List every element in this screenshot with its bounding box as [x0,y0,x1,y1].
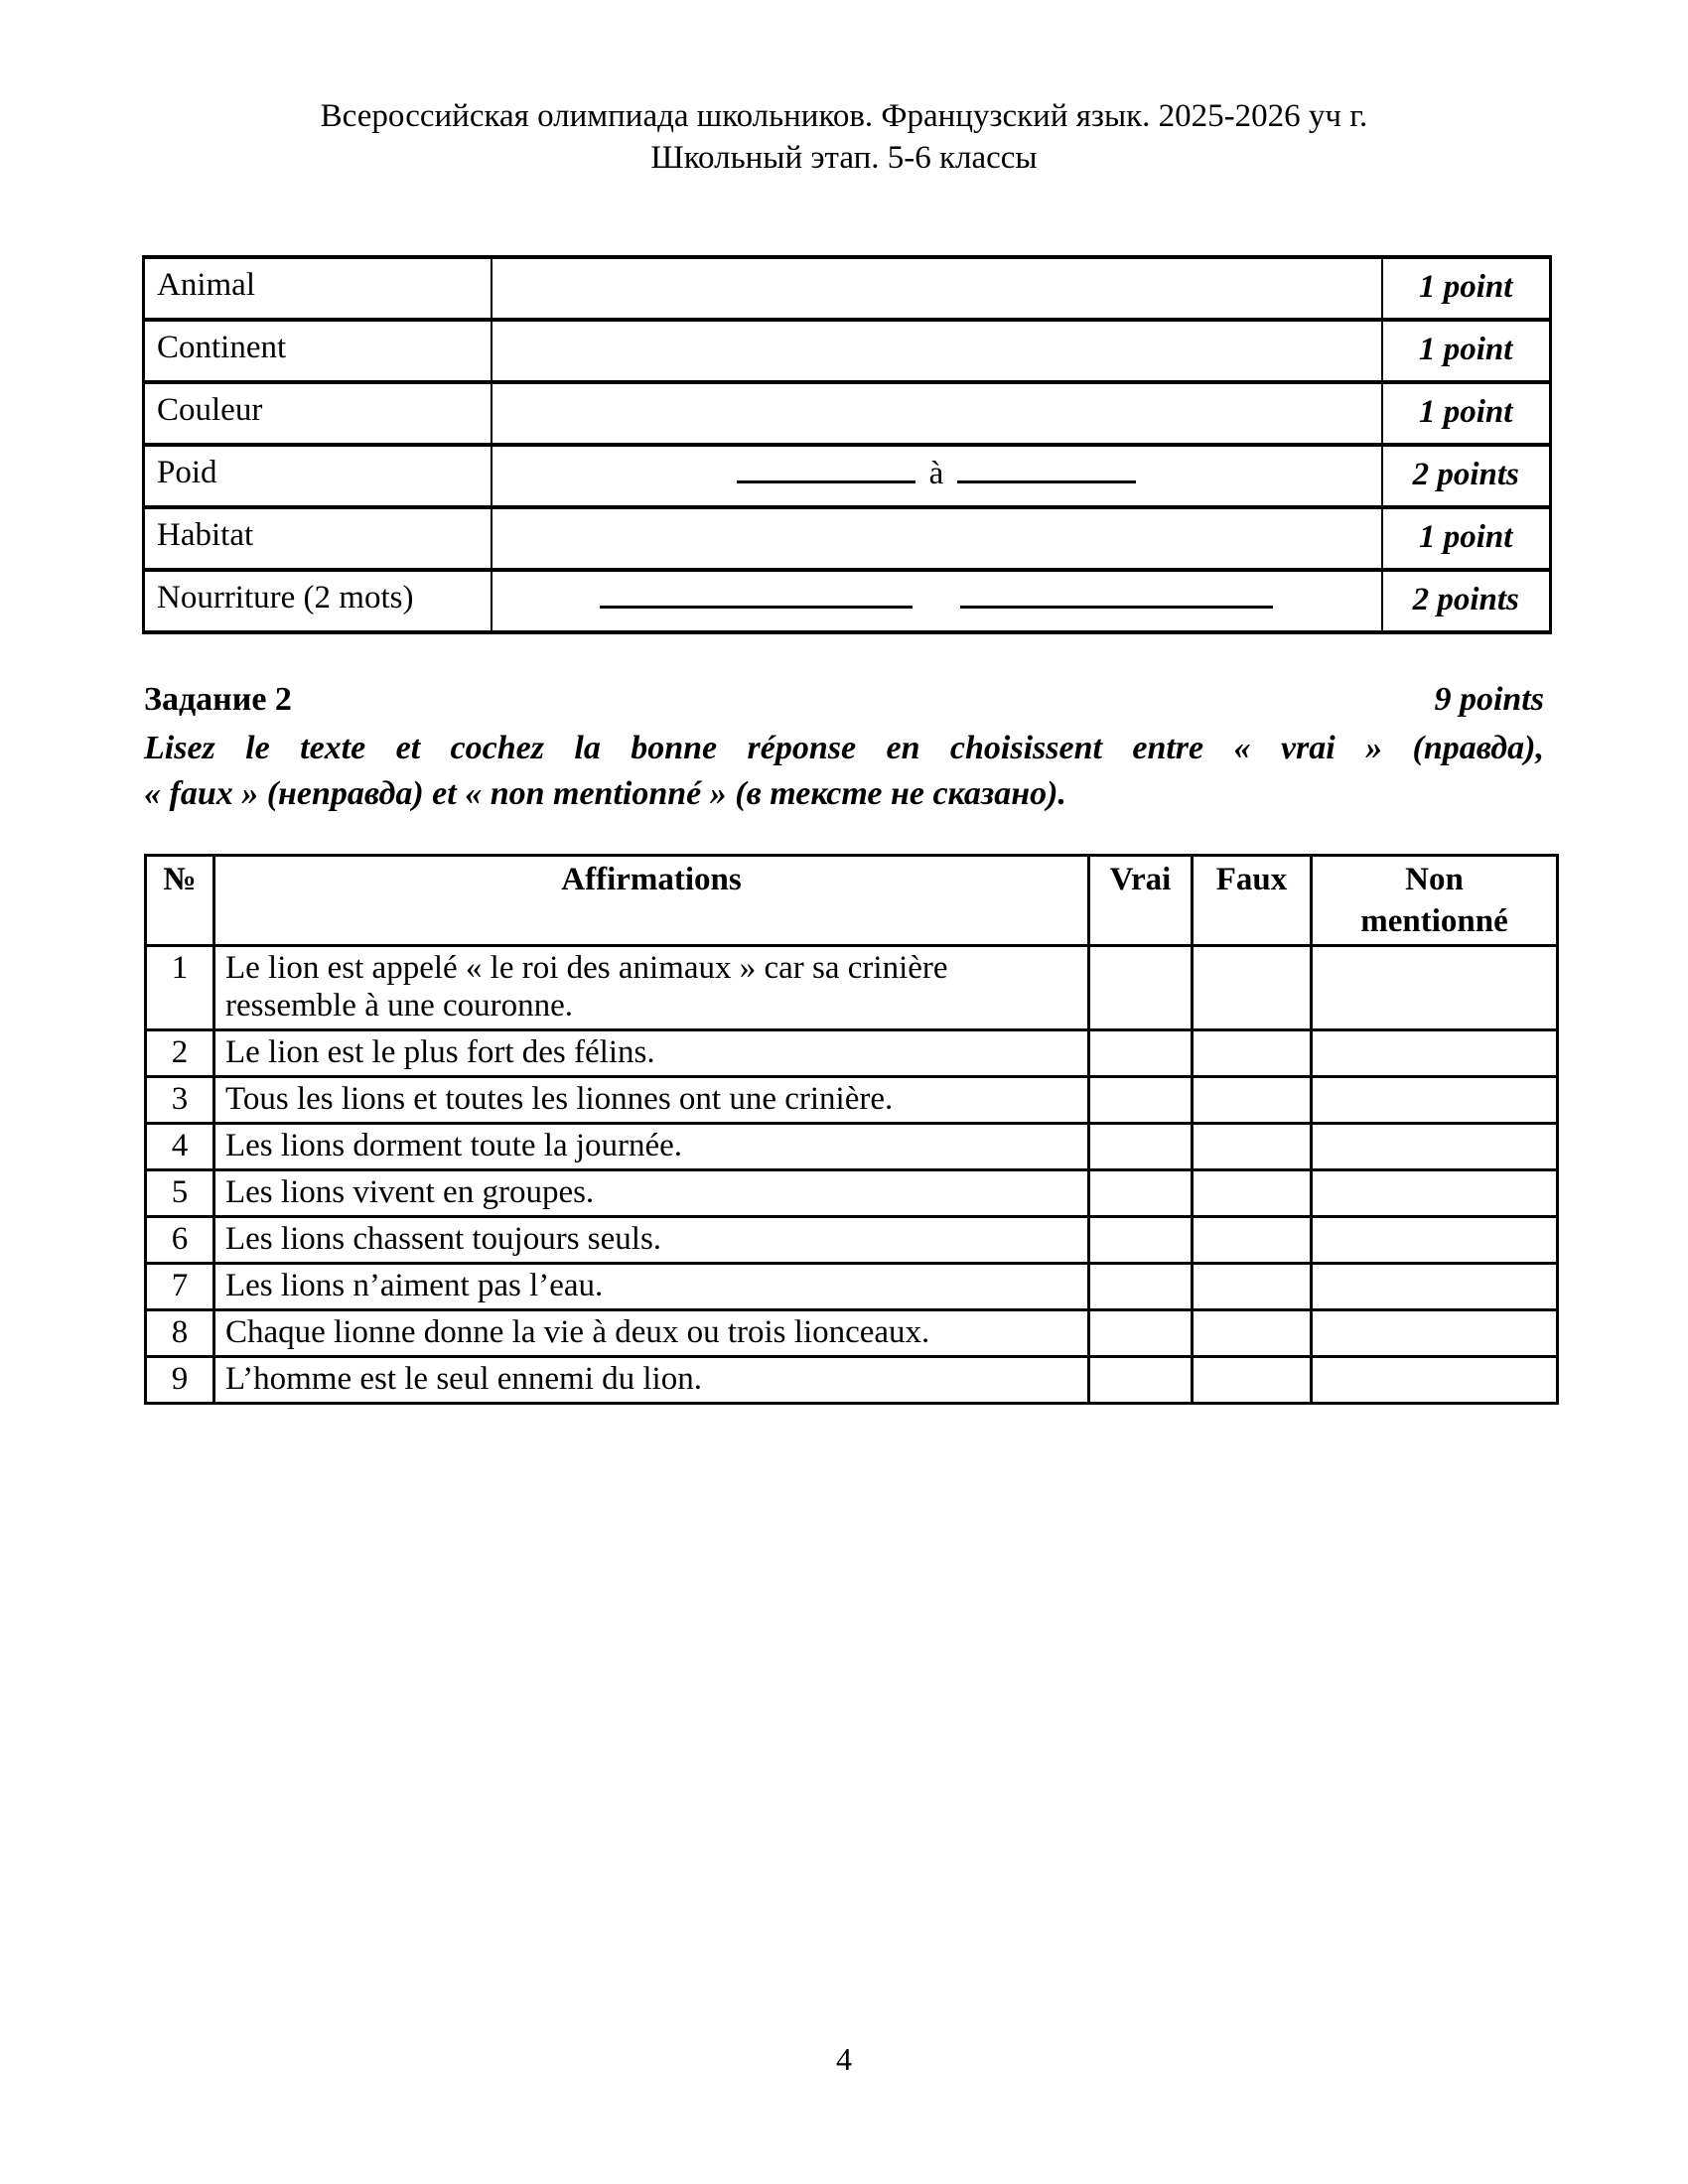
answer-cell-non-2[interactable] [1312,1030,1558,1077]
task-title: Задание 2 [144,681,292,718]
statements-table [144,854,1559,1405]
header-line-2: Школьный этап. 5-6 классы [650,140,1038,176]
info-label-continent: Continent [144,320,492,382]
answer-cell-non-6[interactable] [1312,1217,1558,1264]
answer-cell-vrai-3[interactable] [1089,1077,1193,1124]
blank-line[interactable] [960,581,1273,609]
document-header [0,95,1688,179]
answer-cell-non-8[interactable] [1312,1310,1558,1357]
statement-text: Le lion est le plus fort des félins. [214,1030,1089,1077]
blank-line[interactable] [737,456,915,483]
column-header-faux: Faux [1193,856,1312,946]
answer-cell-habitat[interactable] [492,507,1382,570]
statement-row [146,1357,1558,1404]
blank-line[interactable] [600,581,913,609]
answer-cell-faux-3[interactable] [1193,1077,1312,1124]
table-row [144,507,1551,570]
answer-cell-non-9[interactable] [1312,1357,1558,1404]
statement-text: L’homme est le seul ennemi du lion. [214,1357,1089,1404]
statement-number: 1 [146,946,214,1030]
answer-cell-vrai-1[interactable] [1089,946,1193,1030]
header-line-1: Всероссийская олимпиада школьников. Французский язык. 2025-2026 уч г. [320,98,1368,134]
answer-cell-animal[interactable] [492,257,1382,320]
table-row [144,257,1551,320]
answer-cell-non-5[interactable] [1312,1170,1558,1217]
answer-cell-poid[interactable] [492,445,1382,507]
blank-line[interactable] [957,456,1136,483]
statement-text: Chaque lionne donne la vie à deux ou trois lionceaux. [214,1310,1089,1357]
answer-cell-vrai-8[interactable] [1089,1310,1193,1357]
answer-cell-vrai-6[interactable] [1089,1217,1193,1264]
instruction-line-2: « faux » (неправда) et « non mentionné » (в тексте не сказано). [144,775,1066,812]
answer-cell-vrai-7[interactable] [1089,1264,1193,1310]
info-label-habitat: Habitat [144,507,492,570]
table-row [144,320,1551,382]
statement-row [146,946,1558,1030]
info-label-animal: Animal [144,257,492,320]
answer-cell-faux-2[interactable] [1193,1030,1312,1077]
answer-cell-faux-1[interactable] [1193,946,1312,1030]
statement-text: Les lions n’aiment pas l’eau. [214,1264,1089,1310]
answer-cell-faux-4[interactable] [1193,1124,1312,1170]
answer-cell-vrai-4[interactable] [1089,1124,1193,1170]
statement-number: 8 [146,1310,214,1357]
column-header-affirmations: Affirmations [214,856,1089,946]
answer-cell-faux-6[interactable] [1193,1217,1312,1264]
table-row [144,382,1551,445]
points-cell: 1 point [1382,320,1551,382]
animal-info-table [142,255,1552,634]
points-cell: 1 point [1382,382,1551,445]
column-header-num: № [146,856,214,946]
task2-heading [144,679,1544,721]
task-points: 9 points [1434,681,1544,718]
statement-row [146,1217,1558,1264]
statement-number: 3 [146,1077,214,1124]
answer-cell-vrai-2[interactable] [1089,1030,1193,1077]
table-row [144,445,1551,507]
answer-cell-faux-8[interactable] [1193,1310,1312,1357]
info-label-poid: Poid [144,445,492,507]
statement-row [146,1030,1558,1077]
answer-cell-non-4[interactable] [1312,1124,1558,1170]
task2-instructions [144,726,1544,817]
answer-cell-non-1[interactable] [1312,946,1558,1030]
answer-cell-couleur[interactable] [492,382,1382,445]
statement-text: Les lions chassent toujours seuls. [214,1217,1089,1264]
statement-text: Le lion est appelé « le roi des animaux » car sa crinière ressemble à une couronne. [214,946,1089,1030]
statement-number: 7 [146,1264,214,1310]
statement-text: Tous les lions et toutes les lionnes ont une crinière. [214,1077,1089,1124]
answer-cell-non-3[interactable] [1312,1077,1558,1124]
points-cell: 1 point [1382,257,1551,320]
answer-cell-faux-5[interactable] [1193,1170,1312,1217]
answer-cell-vrai-9[interactable] [1089,1357,1193,1404]
info-label-nourriture: Nourriture (2 mots) [144,570,492,632]
statement-number: 5 [146,1170,214,1217]
column-header-non-mentionne: Non mentionné [1312,856,1558,946]
answer-cell-continent[interactable] [492,320,1382,382]
statement-row [146,1264,1558,1310]
answer-cell-nourriture[interactable] [492,570,1382,632]
statement-number: 6 [146,1217,214,1264]
statement-number: 9 [146,1357,214,1404]
statement-row [146,1310,1558,1357]
info-label-couleur: Couleur [144,382,492,445]
answer-cell-vrai-5[interactable] [1089,1170,1193,1217]
answer-cell-faux-7[interactable] [1193,1264,1312,1310]
answer-cell-faux-9[interactable] [1193,1357,1312,1404]
statement-number: 2 [146,1030,214,1077]
statement-number: 4 [146,1124,214,1170]
points-cell: 1 point [1382,507,1551,570]
page-number: 4 [836,2041,852,2077]
column-header-vrai: Vrai [1089,856,1193,946]
points-cell: 2 points [1382,445,1551,507]
statement-row [146,1170,1558,1217]
statement-text: Les lions dorment toute la journée. [214,1124,1089,1170]
table-row [144,570,1551,632]
range-separator: à [928,456,944,491]
answer-cell-non-7[interactable] [1312,1264,1558,1310]
table-header-row [146,856,1558,946]
statement-text: Les lions vivent en groupes. [214,1170,1089,1217]
points-cell: 2 points [1382,570,1551,632]
statement-row [146,1077,1558,1124]
statement-row [146,1124,1558,1170]
instruction-line-1: Lisez le texte et cochez la bonne réponse en choisissent entre « vrai » (правда), [144,730,1544,766]
